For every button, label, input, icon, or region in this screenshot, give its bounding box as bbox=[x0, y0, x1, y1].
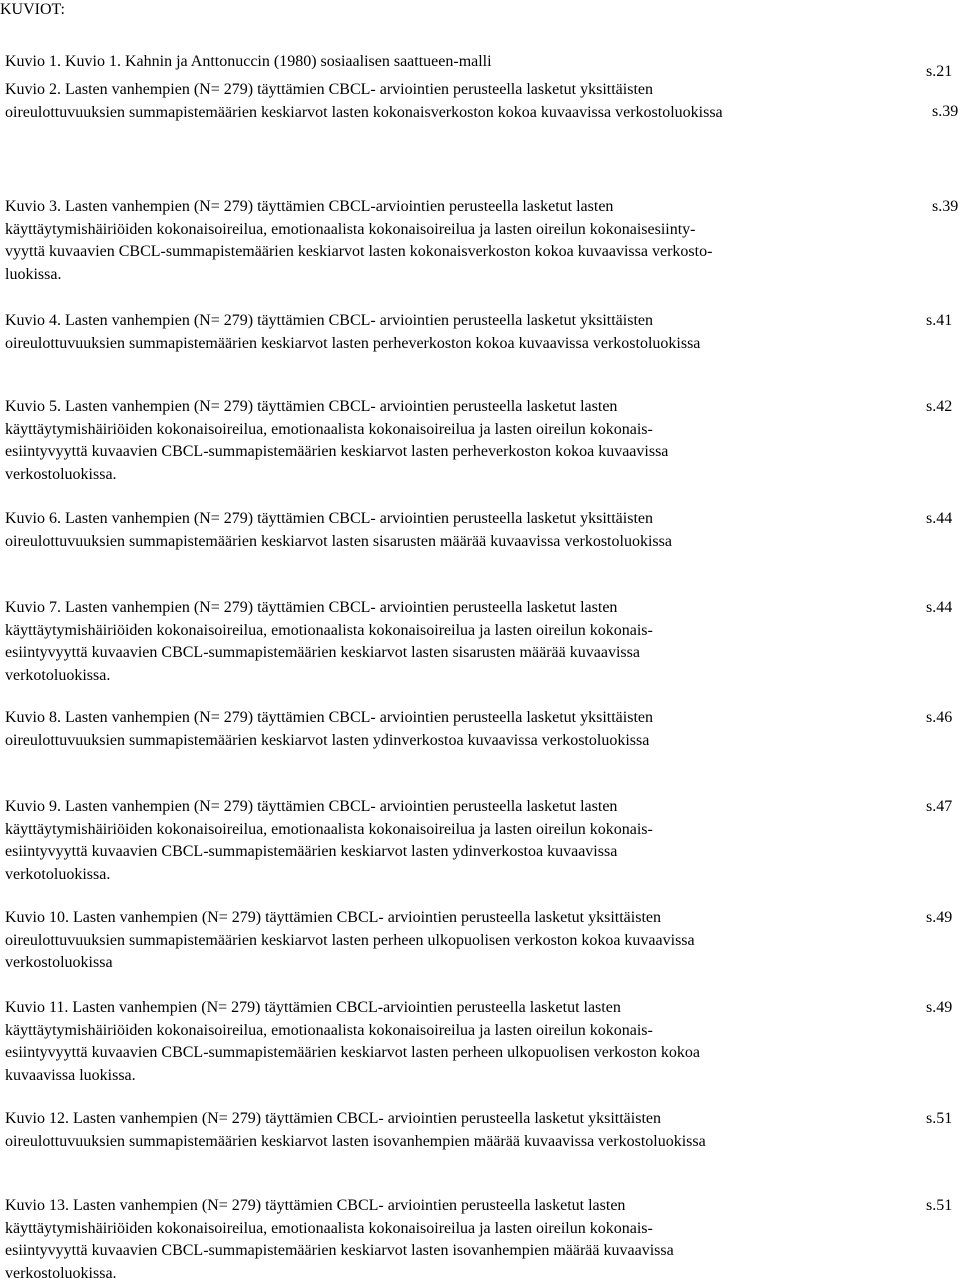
figure-entry bbox=[5, 796, 955, 886]
figure-caption-line: luokissa. bbox=[5, 265, 62, 283]
page-number: s.39 bbox=[932, 103, 959, 120]
page-number: s.44 bbox=[926, 510, 953, 527]
figure-caption-line: verkotoluokissa. bbox=[5, 865, 111, 883]
list-heading: KUVIOT: bbox=[0, 1, 65, 18]
figure-entry bbox=[5, 1195, 955, 1285]
figure-entry bbox=[5, 310, 955, 355]
figure-caption-line: verkostoluokissa. bbox=[5, 1264, 117, 1282]
figure-caption-line: käyttäytymishäiriöiden kokonaisoireilua, emotionaalista kokonaisoireilua ja lasten oireilun kokonais- bbox=[5, 1021, 653, 1039]
figure-entry bbox=[5, 1108, 955, 1153]
figure-caption-line: Kuvio 10. Lasten vanhempien (N= 279) täyttämien CBCL- arviointien perusteella lasketut yksittäisten bbox=[5, 909, 661, 926]
figure-caption-line: oireulottuvuuksien summapistemäärien keskiarvot lasten perheverkoston kokoa kuvaavissa verkostoluokissa bbox=[5, 334, 701, 352]
page-number: s.49 bbox=[926, 909, 953, 926]
page-number: s.44 bbox=[926, 599, 953, 616]
page-number: s.39 bbox=[932, 198, 959, 215]
figure-entry bbox=[5, 707, 955, 752]
figure-caption-line: verkotoluokissa. bbox=[5, 666, 111, 684]
figure-caption-line: Kuvio 11. Lasten vanhempien (N= 279) täyttämien CBCL-arviointien perusteella lasketut lasten bbox=[5, 999, 621, 1016]
figure-caption-line: Kuvio 6. Lasten vanhempien (N= 279) täyttämien CBCL- arviointien perusteella lasketut yksittäisten bbox=[5, 510, 653, 527]
figure-caption-line: verkostoluokissa. bbox=[5, 465, 117, 483]
figure-caption-line: käyttäytymishäiriöiden kokonaisoireilua, emotionaalista kokonaisoireilua ja lasten oireilun kokonais- bbox=[5, 621, 653, 639]
figure-caption-line: oireulottuvuuksien summapistemäärien keskiarvot lasten perheen ulkopuolisen verkoston kokoa kuvaavissa bbox=[5, 931, 695, 949]
figure-caption-line: käyttäytymishäiriöiden kokonaisoireilua, emotionaalista kokonaisoireilua ja lasten oireilun kokonais- bbox=[5, 1219, 653, 1237]
figure-caption-line: esiintyvyyttä kuvaavien CBCL-summapistemäärien keskiarvot lasten ydinverkostoa kuvaavissa bbox=[5, 843, 618, 860]
figure-caption-line: oireulottuvuuksien summapistemäärien keskiarvot lasten ydinverkostoa kuvaavissa verkostoluokissa bbox=[5, 731, 650, 749]
figure-entry bbox=[5, 396, 955, 486]
figure-caption-line: esiintyvyyttä kuvaavien CBCL-summapistemäärien keskiarvot lasten sisarusten määrää kuvaavissa bbox=[5, 644, 640, 661]
figure-entry bbox=[5, 196, 959, 286]
figure-caption-line: käyttäytymishäiriöiden kokonaisoireilua, emotionaalista kokonaisoireilua ja lasten oireilun kokonais- bbox=[5, 420, 653, 438]
figure-caption-line: oireulottuvuuksien summapistemäärien keskiarvot lasten sisarusten määrää kuvaavissa verkostoluokissa bbox=[5, 532, 672, 550]
figure-entry bbox=[5, 508, 955, 553]
page-number: s.41 bbox=[926, 312, 953, 329]
figure-caption-line: oireulottuvuuksien summapistemäärien keskiarvot lasten kokonaisverkoston kokoa kuvaavissa verkostoluokissa bbox=[5, 103, 723, 121]
figure-entry bbox=[5, 51, 955, 80]
page-number: s.21 bbox=[926, 63, 953, 80]
figure-entry bbox=[5, 907, 955, 975]
figure-entry bbox=[5, 79, 959, 124]
figure-caption-line: Kuvio 2. Lasten vanhempien (N= 279) täyttämien CBCL- arviointien perusteella lasketut yksittäisten bbox=[5, 81, 653, 98]
figure-caption-line: Kuvio 9. Lasten vanhempien (N= 279) täyttämien CBCL- arviointien perusteella lasketut lasten bbox=[5, 798, 618, 815]
page-number: s.42 bbox=[926, 398, 953, 415]
figure-caption-line: esiintyvyyttä kuvaavien CBCL-summapistemäärien keskiarvot lasten perheen ulkopuolisen verkoston kokoa bbox=[5, 1044, 700, 1061]
figure-caption-line: käyttäytymishäiriöiden kokonaisoireilua, emotionaalista kokonaisoireilua ja lasten oireilun kokonaisesiinty- bbox=[5, 220, 696, 238]
page-number: s.49 bbox=[926, 999, 953, 1016]
figure-caption-line: Kuvio 8. Lasten vanhempien (N= 279) täyttämien CBCL- arviointien perusteella lasketut yksittäisten bbox=[5, 709, 653, 726]
figure-caption-line: Kuvio 13. Lasten vanhempien (N= 279) täyttämien CBCL- arviointien perusteella lasketut lasten bbox=[5, 1197, 626, 1214]
figure-entry bbox=[5, 597, 955, 687]
figure-entry bbox=[5, 997, 955, 1087]
figure-caption-line: esiintyvyyttä kuvaavien CBCL-summapistemäärien keskiarvot lasten perheverkoston kokoa kuvaavissa bbox=[5, 443, 669, 460]
figure-caption-line: kuvaavissa luokissa. bbox=[5, 1066, 136, 1084]
page-number: s.51 bbox=[926, 1110, 953, 1127]
figure-caption-line: esiintyvyyttä kuvaavien CBCL-summapistemäärien keskiarvot lasten isovanhempien määrää kuvaavissa bbox=[5, 1242, 674, 1259]
figure-caption-line: Kuvio 5. Lasten vanhempien (N= 279) täyttämien CBCL- arviointien perusteella lasketut lasten bbox=[5, 398, 618, 415]
page-number: s.47 bbox=[926, 798, 953, 815]
figure-caption-line: Kuvio 12. Lasten vanhempien (N= 279) täyttämien CBCL- arviointien perusteella lasketut yksittäisten bbox=[5, 1110, 661, 1127]
figure-caption-line: verkostoluokissa bbox=[5, 954, 113, 971]
figure-caption-line: käyttäytymishäiriöiden kokonaisoireilua, emotionaalista kokonaisoireilua ja lasten oireilun kokonais- bbox=[5, 820, 653, 838]
figure-caption-line: Kuvio 3. Lasten vanhempien (N= 279) täyttämien CBCL-arviointien perusteella lasketut lasten bbox=[5, 198, 614, 215]
page-number: s.51 bbox=[926, 1197, 953, 1214]
figure-caption-line: Kuvio 1. Kuvio 1. Kahnin ja Anttonuccin (1980) sosiaalisen saattueen-malli bbox=[5, 53, 492, 70]
figure-caption-line: vyyttä kuvaavien CBCL-summapistemäärien keskiarvot lasten kokonaisverkoston kokoa kuvaavissa verkosto- bbox=[5, 243, 713, 260]
figure-caption-line: oireulottuvuuksien summapistemäärien keskiarvot lasten isovanhempien määrää kuvaavissa verkostoluokissa bbox=[5, 1132, 706, 1150]
figure-caption-line: Kuvio 7. Lasten vanhempien (N= 279) täyttämien CBCL- arviointien perusteella lasketut lasten bbox=[5, 599, 618, 616]
page-number: s.46 bbox=[926, 709, 953, 726]
figure-caption-line: Kuvio 4. Lasten vanhempien (N= 279) täyttämien CBCL- arviointien perusteella lasketut yksittäisten bbox=[5, 312, 653, 329]
